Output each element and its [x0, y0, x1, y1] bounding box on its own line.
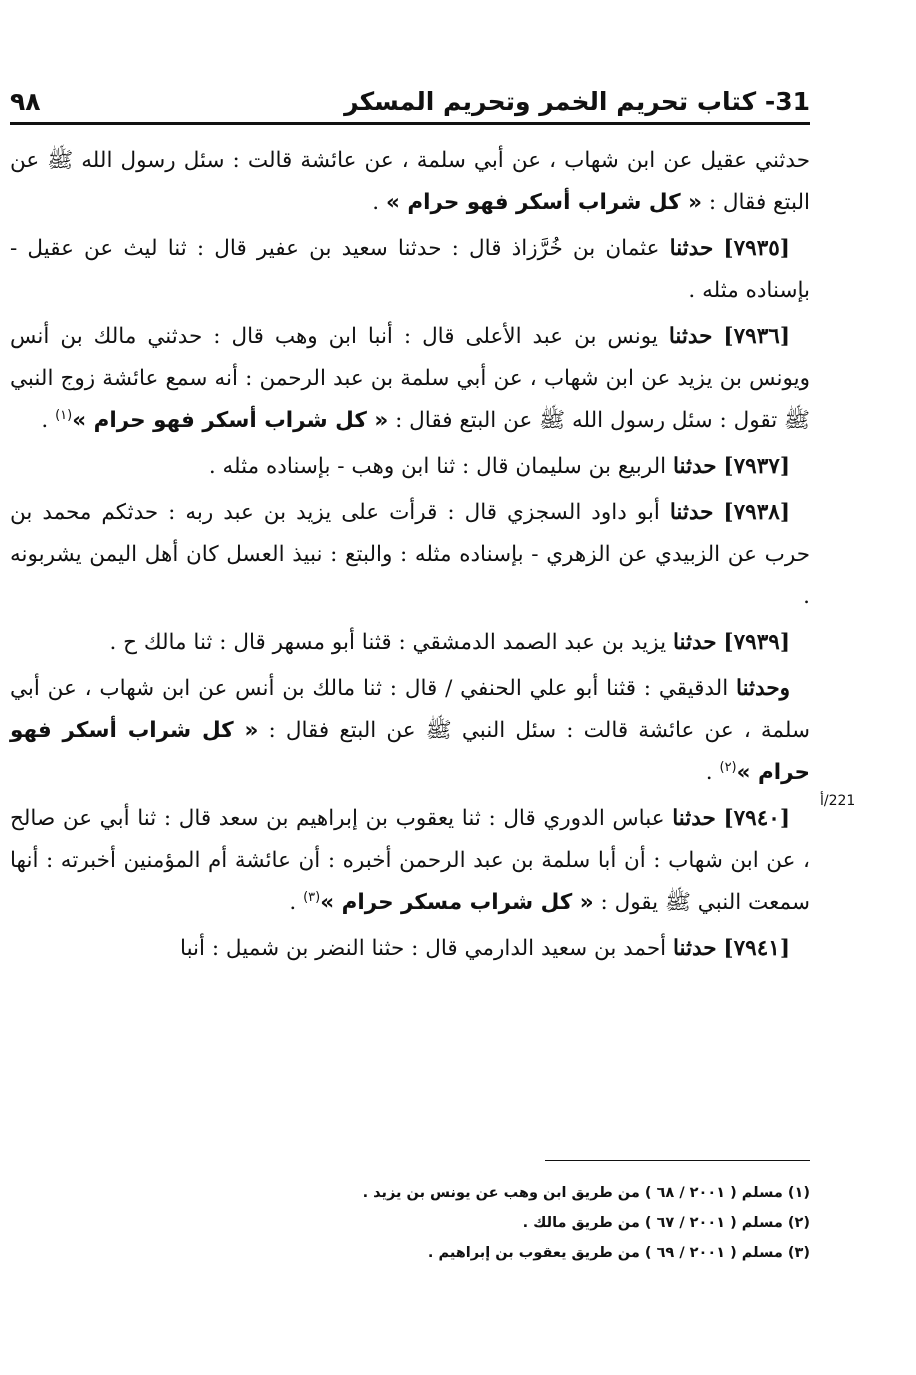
- body-text: [10, 140, 810, 974]
- paragraph-end: .: [705, 760, 713, 785]
- hadith-quote: « كل شراب أسكر فهو حرام »: [72, 408, 389, 433]
- hadith-lead: حدثنا: [669, 500, 714, 525]
- chapter-title: 31- كتاب تحريم الخمر وتحريم المسكر: [344, 87, 810, 116]
- paragraph-text: حدثني عقيل عن ابن شهاب ، عن أبي سلمة ، عن عائشة قالت : سئل رسول الله ﷺ عن البتع فقال :: [10, 148, 810, 215]
- hadith-7936: [10, 316, 810, 442]
- hadith-7939: [10, 622, 810, 664]
- paragraph-text: يزيد بن عبد الصمد الدمشقي : قثنا أبو مسهر قال : ثنا مالك ح .: [109, 630, 667, 655]
- hadith-number: [٧٩٤٠]: [723, 806, 791, 831]
- hadith-lead: حدثنا: [672, 454, 717, 479]
- hadith-number: [٧٩٣٥]: [723, 236, 790, 261]
- hadith-number: [٧٩٣٨]: [723, 500, 790, 525]
- hadith-7938: [10, 492, 810, 618]
- manuscript-folio-note: 221/أ: [820, 793, 856, 809]
- hadith-7935: [10, 228, 810, 312]
- hadith-7937: [10, 446, 810, 488]
- hadith-lead: حدثنا: [672, 936, 717, 961]
- hadith-7940: [10, 798, 810, 924]
- hadith-quote: « كل شراب أسكر فهو حرام »: [385, 190, 702, 215]
- paragraph-text: عثمان بن خُرَّزاذ قال : حدثنا سعيد بن عفير قال : ثنا ليث عن عقيل - بإسناده مثله .: [10, 236, 810, 303]
- hadith-7941: [10, 928, 810, 970]
- footnote-2: (٢) مسلم ( ٢٠٠١ / ٦٧ ) من طريق مالك .: [522, 1215, 810, 1231]
- hadith-lead: حدثنا: [668, 324, 713, 349]
- paragraph-end: .: [372, 190, 380, 215]
- hadith-lead: حدثنا: [672, 806, 716, 831]
- hadith-number: [٧٩٣٧]: [723, 454, 790, 479]
- page-number: ٩٨: [10, 87, 41, 116]
- hadith-quote: « كل شراب مسكر حرام »: [320, 890, 594, 915]
- footnote-3: (٣) مسلم ( ٢٠٠١ / ٦٩ ) من طريق يعقوب بن إبراهيم .: [427, 1245, 810, 1261]
- hadith-number: [٧٩٤١]: [723, 936, 790, 961]
- paragraph-text: أحمد بن سعيد الدارمي قال : حثنا النضر بن شميل : أنبا: [180, 936, 667, 961]
- hadith-lead: حدثنا: [672, 630, 717, 655]
- hadith-number: [٧٩٣٦]: [723, 324, 790, 349]
- hadith-quote: « كل شراب أسكر فهو حرام »: [10, 718, 810, 785]
- paragraph-text: عباس الدوري قال : ثنا يعقوب بن إبراهيم بن سعد قال : ثنا أبي عن صالح ، عن ابن شهاب : أن أبا سلمة بن عبد الرحمن أخبره : أن عائشة أم المؤمنين أخبرته : أنها سمعت النبي ﷺ يقول :: [10, 806, 810, 915]
- hadith-number: [٧٩٣٩]: [723, 630, 790, 655]
- hadith-7939-second-chain: [10, 668, 810, 794]
- running-header: [10, 70, 810, 116]
- paragraph-text: الدقيقي : قثنا أبو علي الحنفي / قال : ثنا مالك بن أنس عن ابن شهاب ، عن أبي سلمة ، عن عائشة قالت : سئل النبي ﷺ عن البتع فقال :: [10, 676, 810, 743]
- paragraph-end: .: [41, 408, 49, 433]
- hadith-lead: حدثنا: [669, 236, 714, 261]
- paragraph-text: يونس بن عبد الأعلى قال : أنبا ابن وهب قال : حدثني مالك بن أنس ويونس بن يزيد عن ابن شهاب ، عن أبي سلمة بن عبد الرحمن : أنه سمع عائشة زوج النبي ﷺ تقول : سئل رسول الله ﷺ عن البتع فقال :: [10, 324, 810, 433]
- footnote-ref[interactable]: (٢): [719, 759, 737, 775]
- footnote-ref[interactable]: (١): [55, 407, 73, 423]
- header-rule: [10, 122, 810, 125]
- paragraph-end: .: [289, 890, 297, 915]
- footnote-1: (١) مسلم ( ٢٠٠١ / ٦٨ ) من طريق ابن وهب عن يونس بن يزيد .: [362, 1185, 810, 1201]
- footnote-ref[interactable]: (٣): [303, 889, 321, 905]
- paragraph-text: أبو داود السجزي قال : قرأت على يزيد بن عبد ربه : حدثكم محمد بن حرب عن الزبيدي عن الزهري - بإسناده مثله : والبتع : نبيذ العسل كان أهل اليمن يشربونه .: [10, 500, 810, 609]
- hadith-lead: وحدثنا: [736, 676, 790, 701]
- paragraph-continuation: [10, 140, 810, 224]
- footnote-rule: [545, 1160, 810, 1161]
- paragraph-text: الربيع بن سليمان قال : ثنا ابن وهب - بإسناده مثله .: [208, 454, 667, 479]
- footnotes: [10, 1178, 810, 1268]
